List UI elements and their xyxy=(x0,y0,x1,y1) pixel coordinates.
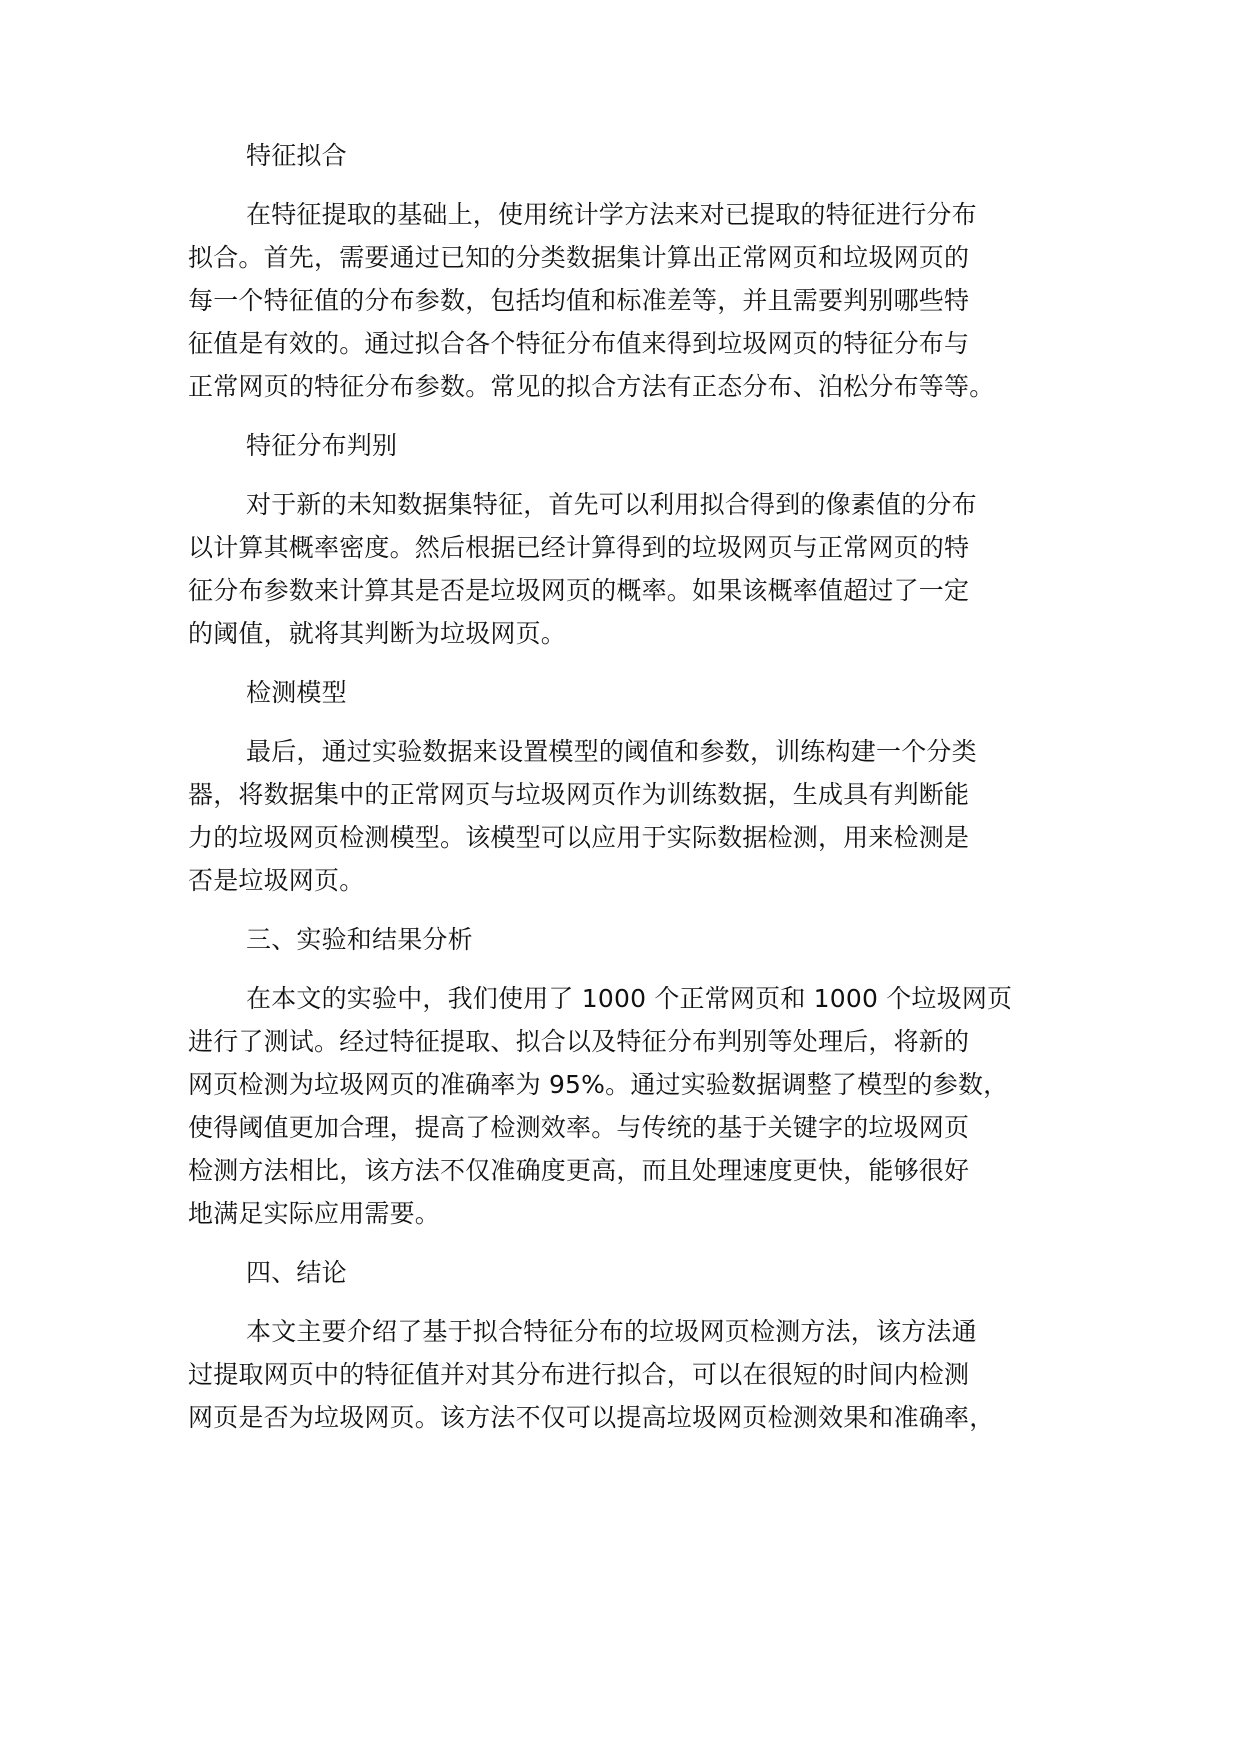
paragraph-line: 网页是否为垃圾网页。该方法不仅可以提高垃圾网页检测效果和准确率， xyxy=(188,1403,995,1432)
paragraph-line: 每一个特征值的分布参数，包括均值和标准差等，并且需要判别哪些特 xyxy=(188,286,970,315)
paragraph-line: 器，将数据集中的正常网页与垃圾网页作为训练数据，生成具有判断能 xyxy=(188,780,970,809)
section-heading: 四、结论 xyxy=(246,1258,347,1287)
paragraph-line: 网页检测为垃圾网页的准确率为 95%。通过实验数据调整了模型的参数， xyxy=(188,1070,1009,1099)
paragraph-line: 征值是有效的。通过拟合各个特征分布值来得到垃圾网页的特征分布与 xyxy=(188,329,970,358)
paragraph-line: 使得阈值更加合理，提高了检测效率。与传统的基于关键字的垃圾网页 xyxy=(188,1113,970,1142)
paragraph-line: 地满足实际应用需要。 xyxy=(188,1199,441,1228)
section-heading: 特征拟合 xyxy=(246,141,347,170)
paragraph-line: 拟合。首先，需要通过已知的分类数据集计算出正常网页和垃圾网页的 xyxy=(188,243,970,272)
section-heading: 特征分布判别 xyxy=(246,431,398,460)
paragraph-line: 对于新的未知数据集特征，首先可以利用拟合得到的像素值的分布 xyxy=(246,490,977,519)
paragraph-line: 进行了测试。经过特征提取、拟合以及特征分布判别等处理后，将新的 xyxy=(188,1027,970,1056)
paragraph-line: 力的垃圾网页检测模型。该模型可以应用于实际数据检测，用来检测是 xyxy=(188,823,970,852)
section-heading: 三、实验和结果分析 xyxy=(246,925,473,954)
paragraph-line: 正常网页的特征分布参数。常见的拟合方法有正态分布、泊松分布等等。 xyxy=(188,372,995,401)
paragraph-line: 检测方法相比，该方法不仅准确度更高，而且处理速度更快，能够很好 xyxy=(188,1156,970,1185)
paragraph-line: 在特征提取的基础上，使用统计学方法来对已提取的特征进行分布 xyxy=(246,200,977,229)
paragraph-line: 的阈值，就将其判断为垃圾网页。 xyxy=(188,619,567,648)
paragraph-line: 最后，通过实验数据来设置模型的阈值和参数，训练构建一个分类 xyxy=(246,737,977,766)
paragraph-line: 以计算其概率密度。然后根据已经计算得到的垃圾网页与正常网页的特 xyxy=(188,533,970,562)
paragraph-line: 否是垃圾网页。 xyxy=(188,866,365,895)
paragraph-line: 过提取网页中的特征值并对其分布进行拟合，可以在很短的时间内检测 xyxy=(188,1360,970,1389)
section-heading: 检测模型 xyxy=(246,678,347,707)
paragraph-line: 在本文的实验中，我们使用了 1000 个正常网页和 1000 个垃圾网页 xyxy=(246,984,1013,1013)
paragraph-line: 征分布参数来计算其是否是垃圾网页的概率。如果该概率值超过了一定 xyxy=(188,576,970,605)
paragraph-line: 本文主要介绍了基于拟合特征分布的垃圾网页检测方法，该方法通 xyxy=(246,1317,977,1346)
